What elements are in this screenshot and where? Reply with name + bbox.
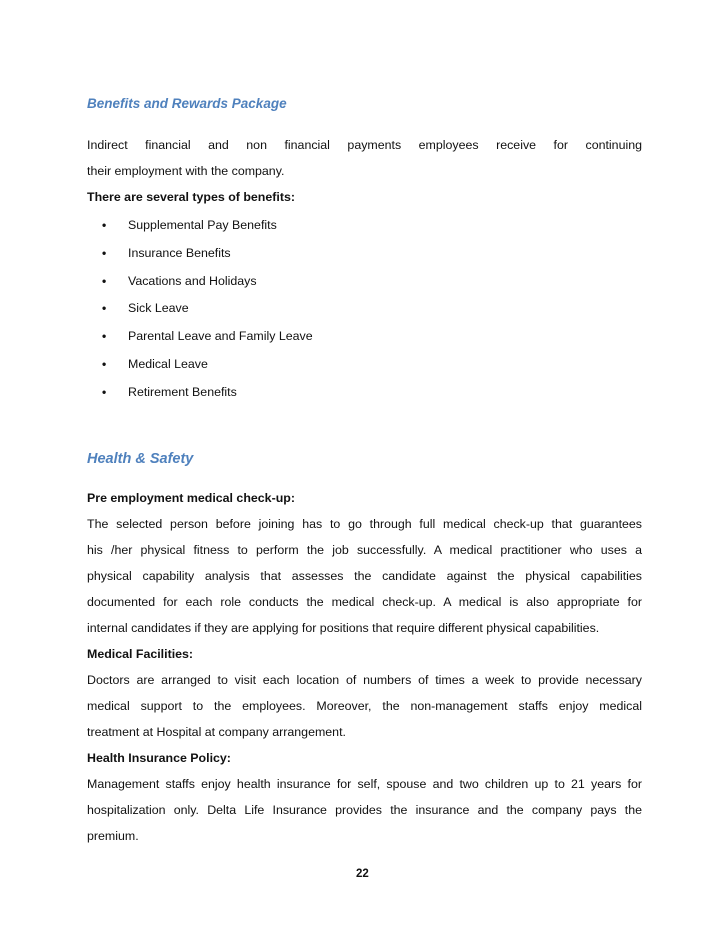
- bullet-icon: •: [102, 245, 107, 260]
- pre-employment-line-4: documented for each role conducts the medical check-up. A medical is also appropriate for: [87, 595, 642, 609]
- health-insurance-line-1: Management staffs enjoy health insurance for self, spouse and two children up to 21 years for: [87, 777, 642, 791]
- list-item: • Vacations and Holidays: [87, 268, 642, 296]
- section-heading-health-safety: Health & Safety: [87, 451, 194, 467]
- page-number: 22: [356, 868, 369, 880]
- intro-line-1: Indirect financial and non financial payments employees receive for continuing: [87, 138, 642, 152]
- pre-employment-line-1: The selected person before joining has to go through full medical check-up that guarantees: [87, 517, 642, 531]
- health-insurance-line-3: premium.: [87, 829, 139, 843]
- benefits-list: [87, 212, 642, 407]
- document-page: [87, 0, 642, 942]
- health-insurance-title: Health Insurance Policy:: [87, 751, 231, 765]
- intro-line-2: their employment with the company.: [87, 164, 285, 178]
- medical-facilities-title: Medical Facilities:: [87, 647, 194, 661]
- health-insurance-line-2: hospitalization only. Delta Life Insurance provides the insurance and the company pays the: [87, 803, 642, 817]
- list-item: • Retirement Benefits: [87, 379, 642, 407]
- list-item: • Supplemental Pay Benefits: [87, 212, 642, 240]
- medical-facilities-line-1: Doctors are arranged to visit each location of numbers of times a week to provide necessary: [87, 673, 642, 687]
- bullet-icon: •: [102, 384, 107, 399]
- benefit-types-heading: There are several types of benefits:: [87, 190, 295, 204]
- list-item: • Insurance Benefits: [87, 240, 642, 268]
- medical-facilities-line-3: treatment at Hospital at company arrangement.: [87, 725, 346, 739]
- bullet-icon: •: [102, 301, 107, 316]
- bullet-icon: •: [102, 329, 107, 344]
- bullet-icon: •: [102, 356, 107, 371]
- section-heading-benefits: Benefits and Rewards Package: [87, 96, 287, 111]
- pre-employment-line-5: internal candidates if they are applying for positions that require different physical capabilities.: [87, 621, 600, 635]
- list-item: • Parental Leave and Family Leave: [87, 323, 642, 351]
- list-item: • Medical Leave: [87, 351, 642, 379]
- pre-employment-title: Pre employment medical check-up:: [87, 491, 295, 505]
- pre-employment-line-3: physical capability analysis that assesses the candidate against the physical capabilities: [87, 569, 642, 583]
- pre-employment-line-2: his /her physical fitness to perform the job successfully. A medical practitioner who uses a: [87, 543, 642, 557]
- medical-facilities-line-2: medical support to the employees. Moreover, the non-management staffs enjoy medical: [87, 699, 642, 713]
- bullet-icon: •: [102, 273, 107, 288]
- list-item: • Sick Leave: [87, 295, 642, 323]
- bullet-icon: •: [102, 218, 107, 232]
